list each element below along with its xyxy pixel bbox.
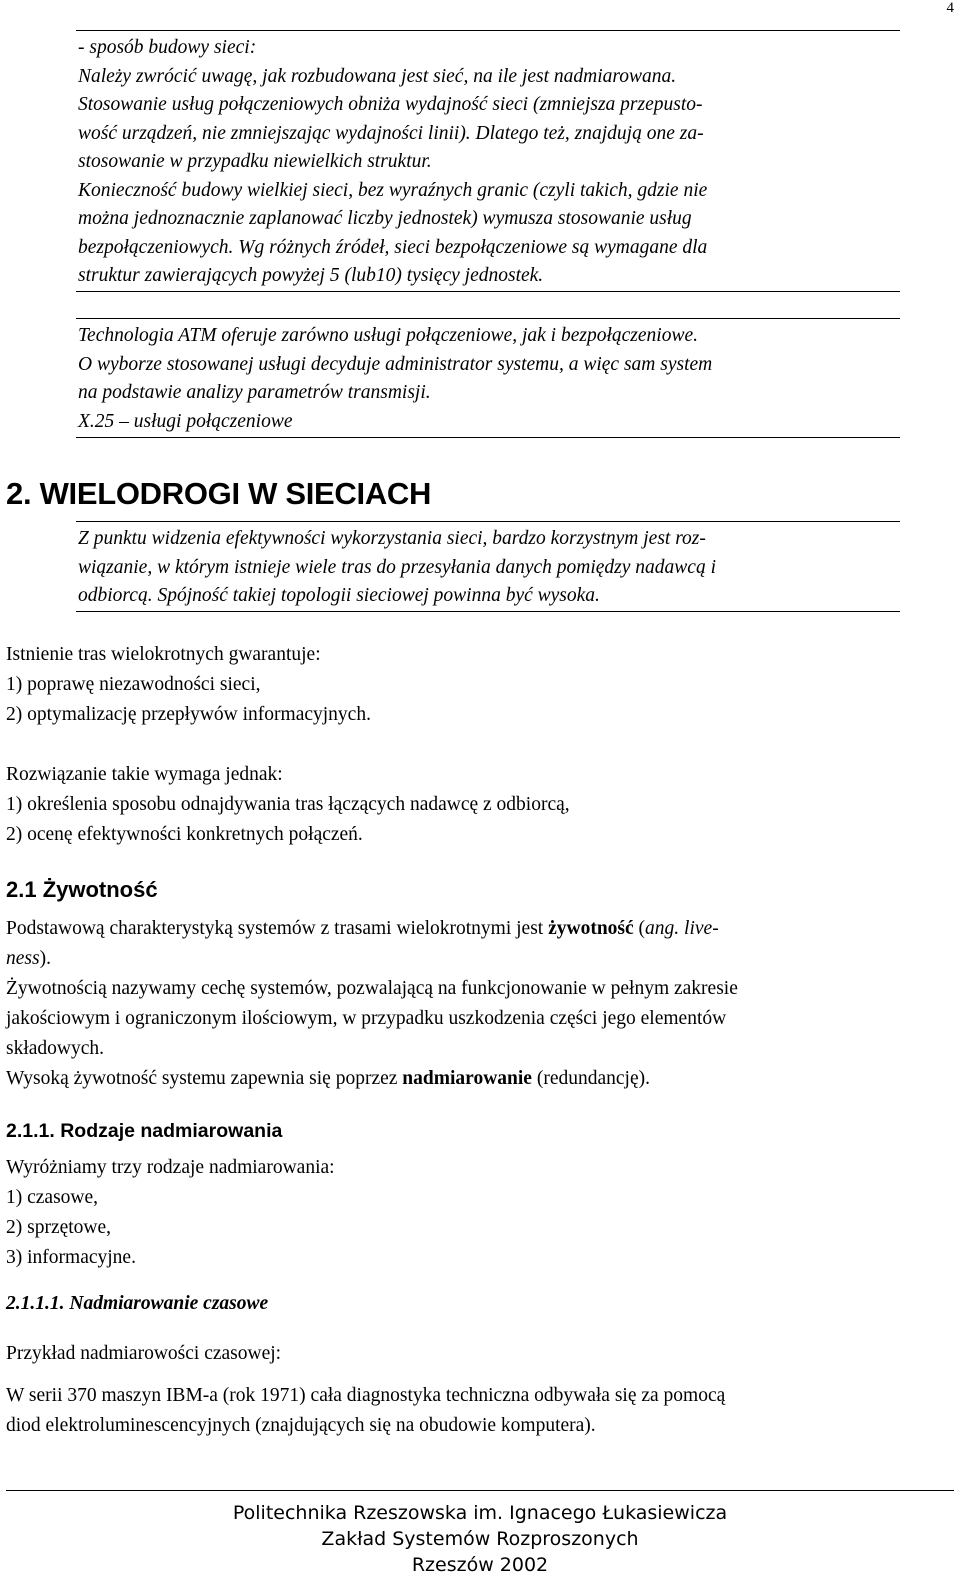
footer [0,1500,960,1578]
section-2-1-1-body [6,1153,918,1273]
term-bold: nadmiarowanie [402,1068,532,1089]
box1-line: można jednoznacznie zaplanować liczby jednostek) wymusza stosowanie usług [78,208,692,229]
paragraph-line: składowych. [6,1038,105,1059]
list-item: 1) poprawę niezawodności sieci, [6,674,261,695]
box2-top-rule [76,318,900,319]
box1-line: bezpołączeniowych. Wg różnych źródeł, sieci bezpołączeniowe są wymagane dla [78,236,708,258]
box3-line: odbiorcą. Spójność takiej topologii sieciowej powinna być wysoka. [78,585,600,606]
example-intro: Przykład nadmiarowości czasowej: [6,1343,282,1364]
footer-university: Politechnika Rzeszowska im. Ignacego Łukasiewicza [232,1502,728,1524]
list-item: 1) określenia sposobu odnajdywania tras łączących nadawcę z odbiorcą, [6,794,570,815]
box2-line: X.25 – usługi połączeniowe [78,410,293,432]
paragraph-line [6,914,918,944]
section-2-1-1-1-heading: 2.1.1.1. Nadmiarowanie czasowe [6,1293,269,1314]
example-paragraph [6,1381,918,1441]
box2-line: na podstawie analizy parametrów transmisji. [78,382,431,403]
footer-city-year: Rzeszów 2002 [411,1554,549,1576]
box1-line: struktur zawierających powyżej 5 (lub10) tysięcy jednostek. [78,265,544,286]
paragraph-line [6,944,918,974]
text-run: Wysoką żywotność systemu zapewnia się poprzez [6,1068,403,1089]
box3-top-rule [76,521,900,522]
box1-line: - sposób budowy sieci: [78,37,257,58]
term-italic: ang. live- [645,918,719,939]
box1-line: Konieczność budowy wielkiej sieci, bez wyraźnych granic (czyli takich, gdzie nie [78,179,708,201]
box1-line: Stosowanie usług połączeniowych obniża wydajność sieci (zmniejsza przepusto- [78,94,703,115]
paragraph-line [6,1064,918,1094]
text-run: ). [39,948,51,969]
text-run: ( [633,918,646,939]
list-item: 2) sprzętowe, [6,1217,112,1238]
list-item: 2) optymalizację przepływów informacyjnych. [6,704,371,725]
box2-line: Technologia ATM oferuje zarówno usługi połączeniowe, jak i bezpołączeniowe. [78,325,698,346]
box3-text [78,525,900,611]
box1-bottom-rule [76,291,900,292]
paragraph-line: jakościowym i ograniczonym ilościowym, w przypadku uszkodzenia części jego elementów [6,1008,727,1029]
text-run: (redundancję). [531,1068,650,1089]
requires-intro: Rozwiązanie takie wymaga jednak: [6,764,283,785]
term-italic: ness [6,948,40,969]
guarantee-block [6,640,918,730]
box1-line: stosowanie w przypadku niewielkich struktur. [78,151,432,172]
box1-top-rule [76,30,900,31]
footer-rule [6,1490,954,1491]
paragraph-line: Żywotnością nazywamy cechę systemów, pozwalającą na funkcjonowanie w pełnym zakresie [6,978,738,999]
list-item: 2) ocenę efektywności konkretnych połączeń. [6,824,363,845]
box3-bottom-rule [76,611,900,612]
box1-line: wość urządzeń, nie zmniejszając wydajności linii). Dlatego też, znajdują one za- [78,122,704,144]
section-2-1-1-heading: 2.1.1. Rodzaje nadmiarowania [6,1120,283,1142]
box3-line: wiązanie, w którym istnieje wiele tras do przesyłania danych pomiędzy nadawcą i [78,556,717,578]
requires-block [6,760,918,850]
box2-line: O wyborze stosowanej usługi decyduje administrator systemu, a więc sam system [78,353,713,375]
page-number: 4 [946,0,954,16]
list-intro: Wyróżniamy trzy rodzaje nadmiarowania: [6,1157,335,1178]
section-2-1-body [6,914,918,1094]
paragraph-line: diod elektroluminescencyjnych (znajdujących się na obudowie komputera). [6,1415,596,1436]
section-2-1-heading: 2.1 Żywotność [6,877,158,902]
box2-bottom-rule [76,437,900,438]
footer-department: Zakład Systemów Rozproszonych [321,1528,639,1550]
guarantee-intro: Istnienie tras wielokrotnych gwarantuje: [6,644,321,665]
list-item: 1) czasowe, [6,1187,99,1208]
paragraph-line: W serii 370 maszyn IBM-a (rok 1971) cała diagnostyka techniczna odbywała się za pomocą [6,1385,726,1406]
box1-text [78,34,900,291]
box1-line: Należy zwrócić uwagę, jak rozbudowana jest sieć, na ile jest nadmiarowana. [78,65,677,87]
box2-text [78,322,900,436]
list-item: 3) informacyjne. [6,1247,136,1268]
section-2-heading: 2. WIELODROGI W SIECIACH [6,476,432,511]
term-bold: żywotność [548,918,634,939]
text-run: Podstawową charakterystyką systemów z trasami wielokrotnymi jest [6,918,549,939]
box3-line: Z punktu widzenia efektywności wykorzystania sieci, bardzo korzystnym jest roz- [78,528,706,549]
